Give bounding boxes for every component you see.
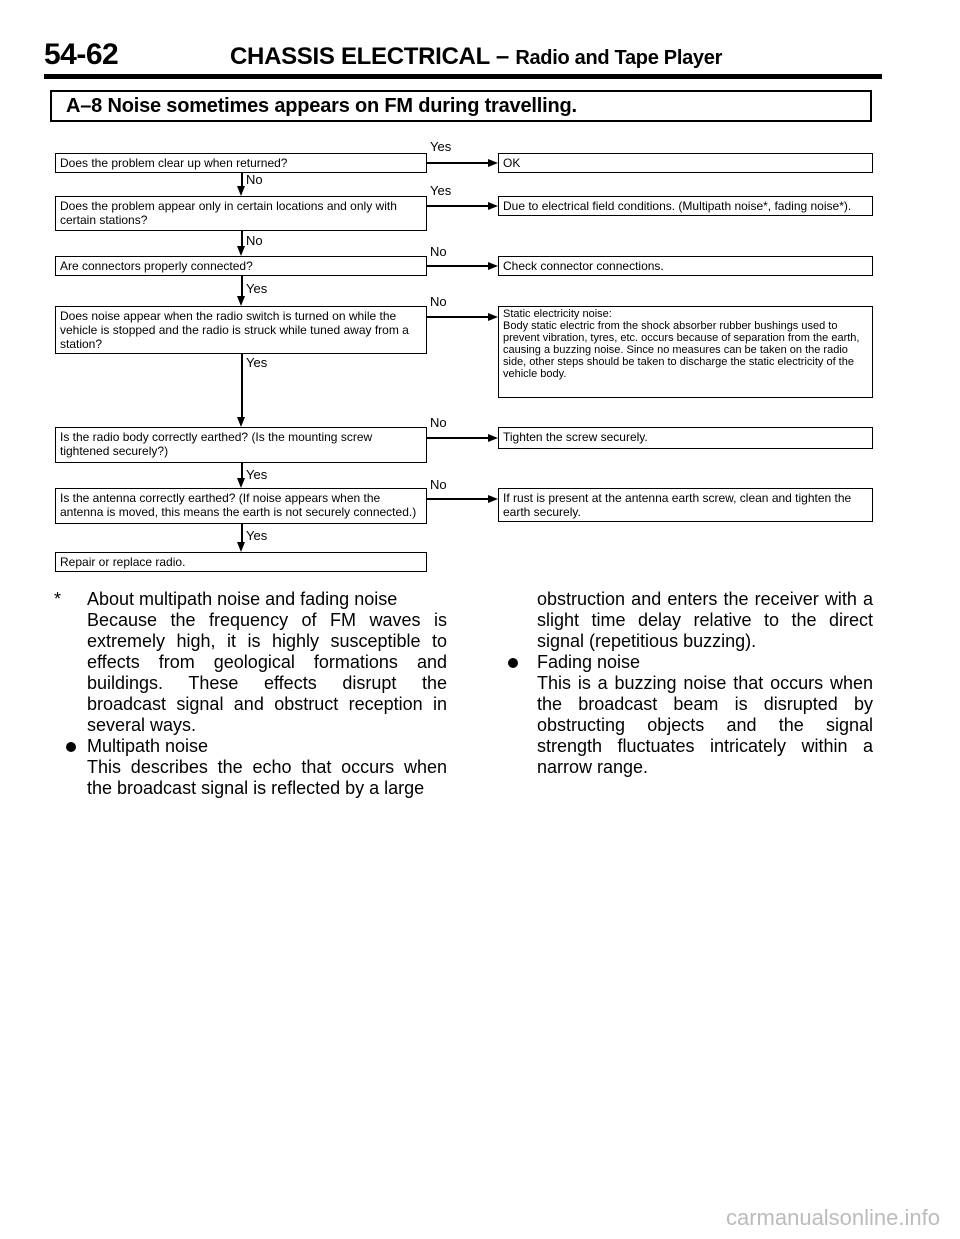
- title-sub: Radio and Tape Player: [515, 47, 723, 69]
- connector-down-5: [241, 463, 243, 478]
- question-box-2: Does the problem appear only in certain locations and only with certain stations?: [55, 196, 427, 231]
- branch-label-yes: Yes: [430, 183, 452, 198]
- question-box-5: Is the radio body correctly earthed? (Is the mounting screw tightened securely?): [55, 427, 427, 463]
- result-box-field: Due to electrical field conditions. (Multipath noise*, fading noise*).: [498, 196, 873, 216]
- branch-label-no: No: [246, 233, 263, 248]
- arrow-right-icon: [488, 202, 498, 210]
- branch-label-no: No: [430, 294, 447, 309]
- question-box-3: Are connectors properly connected?: [55, 256, 427, 276]
- notes-right-column: [537, 589, 873, 778]
- static-text: Body static electric from the shock absorber rubber bushings used to prevent vibration, tyres, etc. occurs because of separation from the earth, causing a buzzing noise. Since no measures can be taken on the radio side, other steps should be taken to discharge the static electricity of the vehicle body.: [503, 320, 860, 380]
- page-number: 54-62: [44, 38, 119, 71]
- connector-right-1: [427, 162, 488, 164]
- fading-text: This is a buzzing noise that occurs when the broadcast beam is disrupted by obstructing objects and the signal strength fluctuates intricately within a narrow range.: [537, 673, 873, 777]
- branch-label-no: No: [246, 172, 263, 187]
- fading-title-row: [537, 652, 873, 673]
- title-main: CHASSIS ELECTRICAL: [230, 43, 490, 70]
- branch-label-yes: Yes: [246, 528, 268, 543]
- question-box-4: Does noise appear when the radio switch is turned on while the vehicle is stopped and the radio is struck while tuned away from a station?: [55, 306, 427, 354]
- connector-right-2: [427, 205, 488, 207]
- branch-label-yes: Yes: [246, 467, 268, 482]
- page-title: [230, 43, 722, 71]
- arrow-down-icon: [237, 296, 245, 306]
- connector-down-1: [241, 173, 243, 186]
- branch-label-no: No: [430, 244, 447, 259]
- question-box-1: Does the problem clear up when returned?: [55, 153, 427, 173]
- connector-right-3: [427, 265, 488, 267]
- arrow-right-icon: [488, 495, 498, 503]
- branch-label-yes: Yes: [430, 139, 452, 154]
- arrow-right-icon: [488, 313, 498, 321]
- fading-title: Fading noise: [537, 652, 641, 672]
- result-box-static: [498, 306, 873, 398]
- asterisk-mark: *: [54, 589, 62, 609]
- connector-right-6: [427, 498, 488, 500]
- connector-down-4: [241, 354, 243, 417]
- notes-intro: Because the frequency of FM waves is extremely high, it is highly susceptible to effects from geological formations and buildings. These effects disrupt the broadcast signal and obstruct reception in several ways.: [87, 610, 447, 735]
- branch-label-no: No: [430, 477, 447, 492]
- notes-left-column: [87, 589, 447, 799]
- question-box-6: Is the antenna correctly earthed? (If noise appears when the antenna is moved, this means the earth is not securely connected.): [55, 488, 427, 524]
- repair-box: Repair or replace radio.: [55, 552, 427, 572]
- multipath-title-row: [87, 736, 447, 757]
- arrow-down-icon: [237, 246, 245, 256]
- multipath-text-continued: obstruction and enters the receiver with a slight time delay relative to the direct signal (repetitious buzzing).: [537, 589, 873, 651]
- arrow-down-icon: [237, 417, 245, 427]
- connector-right-5: [427, 437, 488, 439]
- arrow-right-icon: [488, 159, 498, 167]
- connector-down-3: [241, 276, 243, 296]
- arrow-down-icon: [237, 186, 245, 196]
- result-box-antenna: If rust is present at the antenna earth screw, clean and tighten the earth securely.: [498, 488, 873, 522]
- watermark: carmanualsonline.info: [725, 1205, 940, 1230]
- result-box-ok: OK: [498, 153, 873, 173]
- arrow-right-icon: [488, 262, 498, 270]
- arrow-down-icon: [237, 542, 245, 552]
- header-rule: [44, 74, 882, 79]
- result-box-connector: Check connector connections.: [498, 256, 873, 276]
- arrow-down-icon: [237, 478, 245, 488]
- static-title: Static electricity noise:: [503, 308, 612, 320]
- branch-label-yes: Yes: [246, 281, 268, 296]
- bullet-icon: [508, 658, 518, 668]
- result-box-tighten: Tighten the screw securely.: [498, 427, 873, 449]
- multipath-text: This describes the echo that occurs when the broadcast signal is reflected by a large: [87, 757, 447, 798]
- title-dash: –: [495, 43, 509, 70]
- bullet-icon: [66, 742, 76, 752]
- arrow-right-icon: [488, 434, 498, 442]
- connector-down-6: [241, 524, 243, 542]
- multipath-title: Multipath noise: [87, 736, 209, 756]
- branch-label-no: No: [430, 415, 447, 430]
- branch-label-yes: Yes: [246, 355, 268, 370]
- connector-right-4: [427, 316, 488, 318]
- section-title: A–8 Noise sometimes appears on FM during travelling.: [50, 90, 872, 122]
- connector-down-2: [241, 231, 243, 246]
- notes-heading: About multipath noise and fading noise: [87, 589, 398, 609]
